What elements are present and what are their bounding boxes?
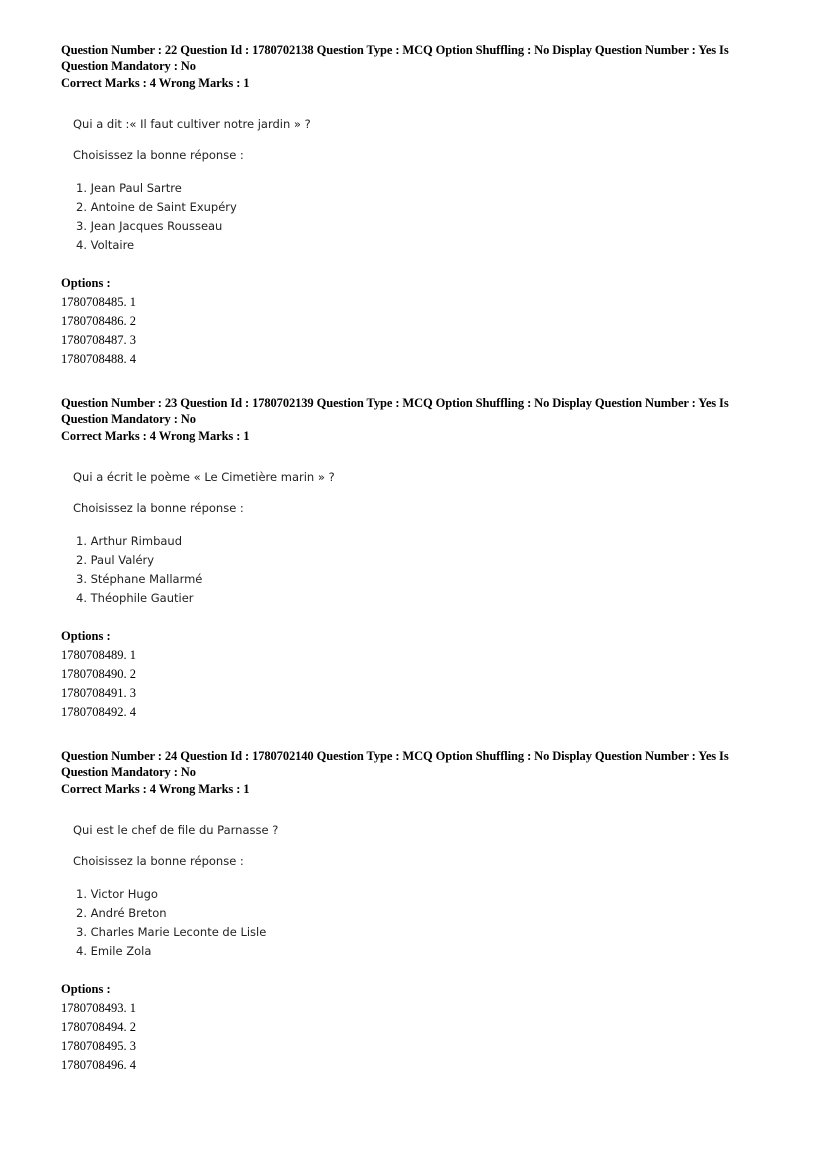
option-id-row: 1780708496. 4 — [61, 1058, 136, 1072]
question-instruction: Choisissez la bonne réponse : — [73, 501, 244, 515]
option-id-row: 1780708486. 2 — [61, 314, 136, 328]
question-text: Qui est le chef de file du Parnasse ? — [73, 823, 279, 837]
question-marks: Correct Marks : 4 Wrong Marks : 1 — [61, 76, 250, 90]
question-text: Qui a dit :« Il faut cultiver notre jardin » ? — [73, 117, 311, 131]
option-id-list — [61, 646, 761, 722]
option-id-row: 1780708489. 1 — [61, 648, 136, 662]
option-id-row: 1780708492. 4 — [61, 705, 136, 719]
question-block — [61, 396, 761, 722]
answer-choice: 1. Jean Paul Sartre — [76, 181, 182, 195]
answer-choice: 1. Arthur Rimbaud — [76, 534, 183, 548]
question-header: Question Number : 23 Question Id : 1780702139 Question Type : MCQ Option Shuffling : No Display Question Number : Yes Is — [61, 396, 729, 410]
options-label: Options : — [61, 629, 111, 643]
answer-choices — [76, 885, 761, 961]
question-header: Question Number : 24 Question Id : 1780702140 Question Type : MCQ Option Shuffling : No Display Question Number : Yes Is — [61, 749, 729, 763]
option-id-row: 1780708490. 2 — [61, 667, 136, 681]
option-id-row: 1780708493. 1 — [61, 1001, 136, 1015]
question-marks: Correct Marks : 4 Wrong Marks : 1 — [61, 429, 250, 443]
question-block — [61, 43, 761, 369]
option-id-row: 1780708491. 3 — [61, 686, 136, 700]
answer-choice: 4. Voltaire — [76, 238, 135, 252]
answer-choice: 2. André Breton — [76, 906, 167, 920]
options-label: Options : — [61, 982, 111, 996]
question-instruction: Choisissez la bonne réponse : — [73, 148, 244, 162]
answer-choice: 2. Paul Valéry — [76, 553, 155, 567]
question-text: Qui a écrit le poème « Le Cimetière marin » ? — [73, 470, 335, 484]
answer-choice: 4. Emile Zola — [76, 944, 152, 958]
answer-choice: 2. Antoine de Saint Exupéry — [76, 200, 237, 214]
answer-choices — [76, 179, 761, 255]
question-mandatory: Question Mandatory : No — [61, 765, 196, 779]
question-stem — [73, 470, 761, 608]
answer-choice: 4. Théophile Gautier — [76, 591, 194, 605]
option-id-row: 1780708495. 3 — [61, 1039, 136, 1053]
question-stem — [73, 117, 761, 255]
answer-choice: 3. Stéphane Mallarmé — [76, 572, 203, 586]
question-mandatory: Question Mandatory : No — [61, 412, 196, 426]
question-header: Question Number : 22 Question Id : 1780702138 Question Type : MCQ Option Shuffling : No Display Question Number : Yes Is — [61, 43, 729, 57]
question-mandatory: Question Mandatory : No — [61, 59, 196, 73]
option-id-row: 1780708494. 2 — [61, 1020, 136, 1034]
option-id-row: 1780708488. 4 — [61, 352, 136, 366]
answer-choices — [76, 532, 761, 608]
question-meta — [61, 395, 761, 444]
question-stem — [73, 823, 761, 961]
question-meta — [61, 42, 761, 91]
question-marks: Correct Marks : 4 Wrong Marks : 1 — [61, 782, 250, 796]
option-id-list — [61, 999, 761, 1075]
question-meta — [61, 748, 761, 797]
option-id-row: 1780708487. 3 — [61, 333, 136, 347]
options-label: Options : — [61, 276, 111, 290]
question-block — [61, 749, 761, 1075]
answer-choice: 3. Charles Marie Leconte de Lisle — [76, 925, 267, 939]
option-id-list — [61, 293, 761, 369]
question-instruction: Choisissez la bonne réponse : — [73, 854, 244, 868]
answer-choice: 3. Jean Jacques Rousseau — [76, 219, 223, 233]
answer-choice: 1. Victor Hugo — [76, 887, 158, 901]
option-id-row: 1780708485. 1 — [61, 295, 136, 309]
